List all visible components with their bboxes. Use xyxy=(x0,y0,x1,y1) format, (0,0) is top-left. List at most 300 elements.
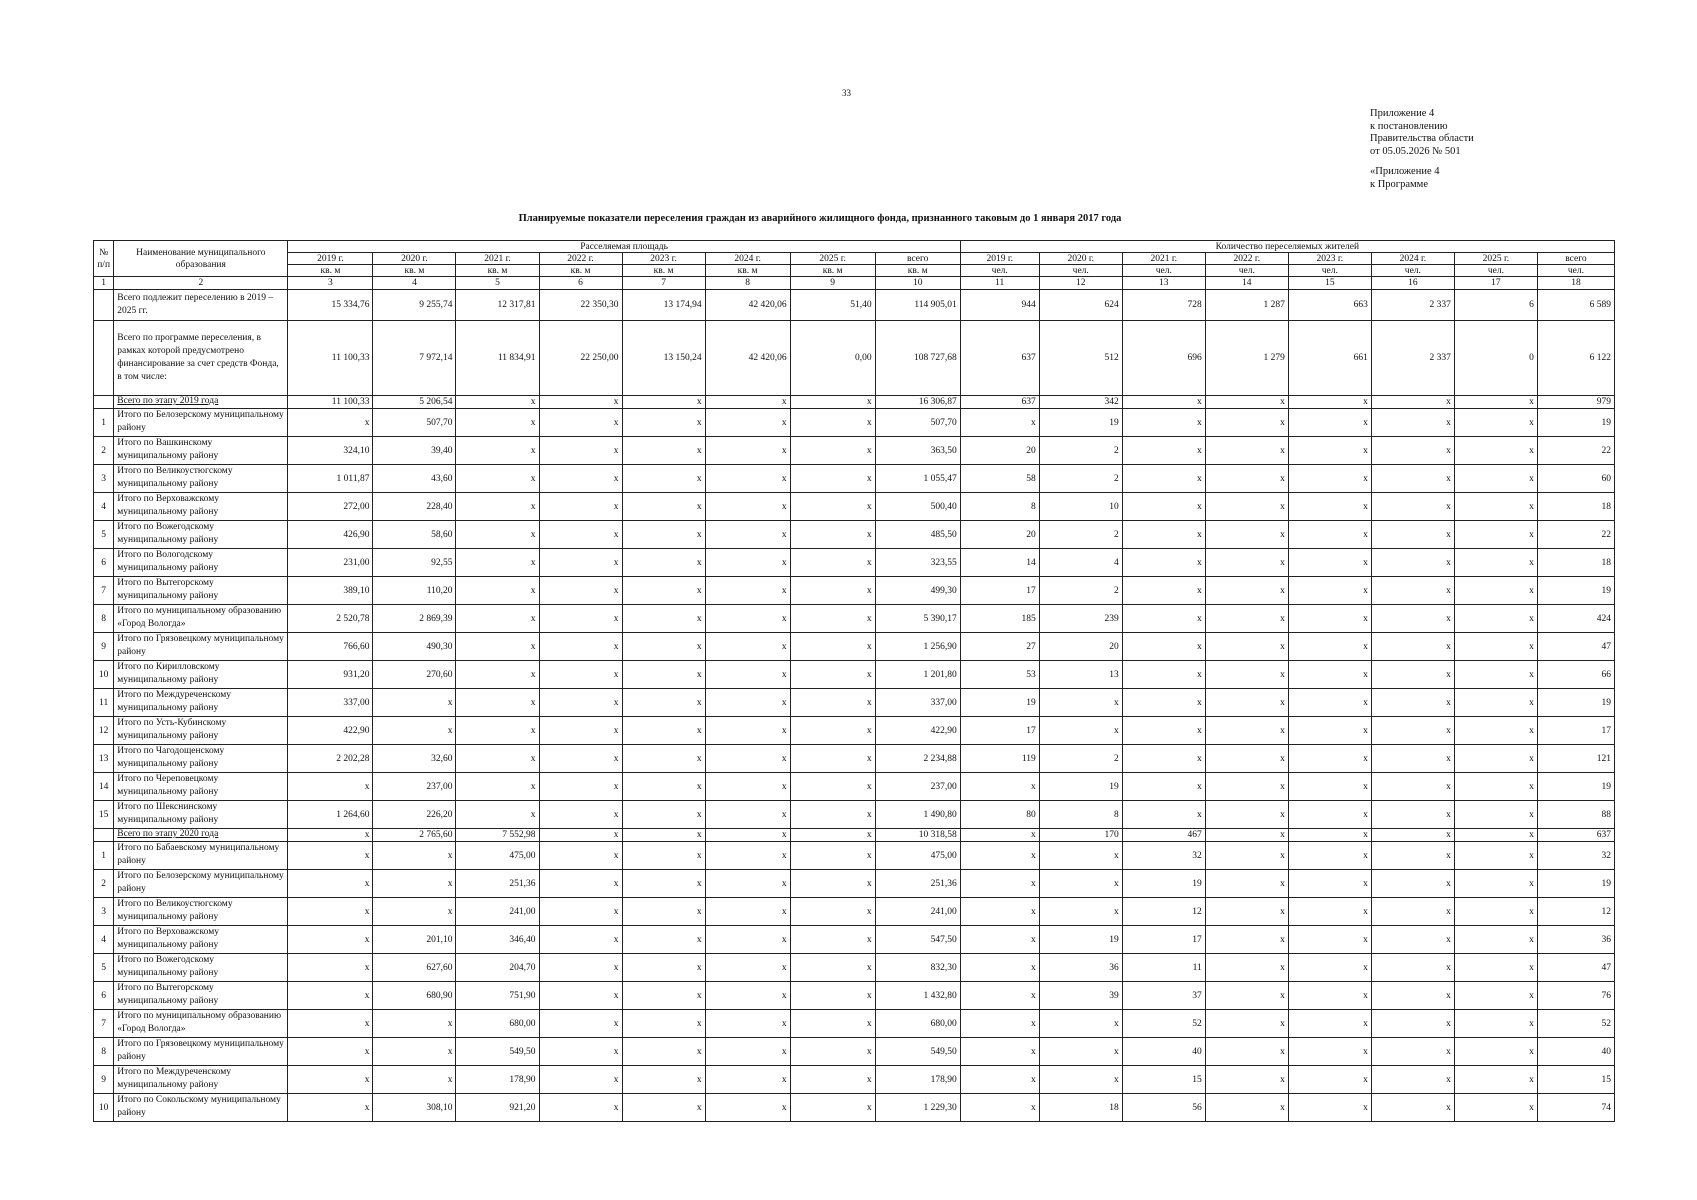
municipality-name: Итого по Сокольскому муниципальному району xyxy=(114,1094,288,1122)
value-cell: x xyxy=(622,437,705,465)
header-unit: кв. м xyxy=(622,265,705,277)
value-cell: 422,90 xyxy=(288,717,373,745)
municipality-name: Итого по Великоустюгскому муниципальному району xyxy=(114,465,288,493)
value-cell: x xyxy=(1205,549,1288,577)
municipality-name: Итого по Междуреченскому муниципальному району xyxy=(114,1066,288,1094)
appendix-line: Приложение 4 xyxy=(1370,108,1435,119)
value-cell: x xyxy=(960,1094,1039,1122)
header-unit: кв. м xyxy=(539,265,622,277)
value-cell: 2 337 xyxy=(1371,290,1454,321)
summary-row xyxy=(94,290,1615,321)
value-cell: x xyxy=(1205,717,1288,745)
value-cell: 661 xyxy=(1288,321,1371,396)
value-cell: x xyxy=(1288,409,1371,437)
municipality-name: Итого по Грязовецкому муниципальному району xyxy=(114,1038,288,1066)
value-cell: 47 xyxy=(1537,633,1614,661)
value-cell: x xyxy=(960,842,1039,870)
value-cell: x xyxy=(1122,521,1205,549)
value-cell: x xyxy=(790,1066,875,1094)
row-number: 2 xyxy=(94,870,114,898)
value-cell: x xyxy=(960,1066,1039,1094)
value-cell: 228,40 xyxy=(373,493,456,521)
header-year: 2019 г. xyxy=(960,253,1039,265)
table-row xyxy=(94,493,1615,521)
value-cell: x xyxy=(539,605,622,633)
value-cell: x xyxy=(1205,689,1288,717)
value-cell: x xyxy=(288,926,373,954)
header-unit: кв. м xyxy=(288,265,373,277)
value-cell: 76 xyxy=(1537,982,1614,1010)
value-cell: 11 xyxy=(1122,954,1205,982)
value-cell: x xyxy=(1288,465,1371,493)
value-cell: x xyxy=(1371,745,1454,773)
value-cell: 241,00 xyxy=(456,898,539,926)
value-cell: x xyxy=(1205,577,1288,605)
value-cell: 337,00 xyxy=(875,689,960,717)
value-cell: 663 xyxy=(1288,290,1371,321)
value-cell: x xyxy=(622,661,705,689)
value-cell: x xyxy=(1288,954,1371,982)
value-cell: x xyxy=(622,717,705,745)
value-cell: 1 287 xyxy=(1205,290,1288,321)
table-row xyxy=(94,898,1615,926)
value-cell: 499,30 xyxy=(875,577,960,605)
value-cell: 363,50 xyxy=(875,437,960,465)
header-unit: чел. xyxy=(960,265,1039,277)
value-cell: 19 xyxy=(1537,870,1614,898)
value-cell: x xyxy=(1205,493,1288,521)
municipality-name: Итого по Череповецкому муниципальному району xyxy=(114,773,288,801)
value-cell: x xyxy=(790,605,875,633)
value-cell: 13 xyxy=(1039,661,1122,689)
value-cell: 1 279 xyxy=(1205,321,1288,396)
value-cell: 88 xyxy=(1537,801,1614,829)
column-number: 1 xyxy=(94,277,114,290)
value-cell: 751,90 xyxy=(456,982,539,1010)
value-cell: 272,00 xyxy=(288,493,373,521)
municipality-name: Всего по этапу 2019 года xyxy=(114,396,288,409)
row-number: 6 xyxy=(94,982,114,1010)
header-number: № п/п xyxy=(94,241,114,277)
value-cell: 58 xyxy=(960,465,1039,493)
column-number: 16 xyxy=(1371,277,1454,290)
value-cell: 12 xyxy=(1122,898,1205,926)
value-cell: x xyxy=(705,396,790,409)
value-cell: 426,90 xyxy=(288,521,373,549)
value-cell: x xyxy=(1205,982,1288,1010)
value-cell: 39,40 xyxy=(373,437,456,465)
value-cell: x xyxy=(1205,437,1288,465)
value-cell: x xyxy=(539,409,622,437)
value-cell: x xyxy=(1371,829,1454,842)
value-cell: 1 432,80 xyxy=(875,982,960,1010)
value-cell: x xyxy=(1039,1038,1122,1066)
value-cell: 42 420,06 xyxy=(705,290,790,321)
value-cell: x xyxy=(1288,842,1371,870)
value-cell: x xyxy=(539,926,622,954)
header-area-group: Расселяемая площадь xyxy=(288,241,960,253)
value-cell: x xyxy=(1454,577,1537,605)
value-cell: 170 xyxy=(1039,829,1122,842)
value-cell: x xyxy=(539,982,622,1010)
row-number: 3 xyxy=(94,898,114,926)
value-cell: 43,60 xyxy=(373,465,456,493)
value-cell: 19 xyxy=(1537,409,1614,437)
value-cell: x xyxy=(1122,801,1205,829)
header-year: 2025 г. xyxy=(790,253,875,265)
value-cell: x xyxy=(1039,870,1122,898)
header-name: Наименование муниципального образования xyxy=(114,241,288,277)
column-number: 6 xyxy=(539,277,622,290)
municipality-name: Итого по Вожегодскому муниципальному району xyxy=(114,521,288,549)
value-cell: x xyxy=(705,409,790,437)
value-cell: x xyxy=(1371,717,1454,745)
value-cell: x xyxy=(288,842,373,870)
value-cell: 19 xyxy=(1039,409,1122,437)
appendix-line: к Программе xyxy=(1370,178,1428,190)
value-cell: x xyxy=(1122,661,1205,689)
value-cell: 36 xyxy=(1039,954,1122,982)
table-row xyxy=(94,801,1615,829)
value-cell: x xyxy=(622,745,705,773)
value-cell: 20 xyxy=(1039,633,1122,661)
summary-row xyxy=(94,396,1615,409)
value-cell: x xyxy=(288,898,373,926)
value-cell: 624 xyxy=(1039,290,1122,321)
value-cell: x xyxy=(1205,829,1288,842)
value-cell: x xyxy=(1205,1038,1288,1066)
table-row xyxy=(94,521,1615,549)
value-cell: 422,90 xyxy=(875,717,960,745)
value-cell: x xyxy=(790,521,875,549)
value-cell: x xyxy=(1288,633,1371,661)
value-cell: x xyxy=(1288,1010,1371,1038)
row-number: 6 xyxy=(94,549,114,577)
value-cell: x xyxy=(539,549,622,577)
value-cell: x xyxy=(622,689,705,717)
value-cell: x xyxy=(1122,409,1205,437)
value-cell: x xyxy=(1454,661,1537,689)
value-cell: x xyxy=(1205,1010,1288,1038)
value-cell: x xyxy=(1454,465,1537,493)
value-cell: x xyxy=(1454,1094,1537,1122)
resettlement-table xyxy=(93,240,1615,1122)
value-cell: x xyxy=(1205,745,1288,773)
value-cell: x xyxy=(539,829,622,842)
value-cell: x xyxy=(705,1010,790,1038)
value-cell: 17 xyxy=(960,577,1039,605)
value-cell: x xyxy=(456,409,539,437)
value-cell: x xyxy=(456,465,539,493)
value-cell: x xyxy=(1039,1010,1122,1038)
table-row xyxy=(94,954,1615,982)
column-number: 8 xyxy=(705,277,790,290)
value-cell: 728 xyxy=(1122,290,1205,321)
value-cell: x xyxy=(790,577,875,605)
value-cell: 337,00 xyxy=(288,689,373,717)
value-cell: 60 xyxy=(1537,465,1614,493)
municipality-name: Итого по Вологодскому муниципальному району xyxy=(114,549,288,577)
value-cell: x xyxy=(1122,493,1205,521)
value-cell: x xyxy=(622,521,705,549)
page-number: 33 xyxy=(842,88,851,98)
value-cell: x xyxy=(1288,605,1371,633)
municipality-name: Итого по Усть-Кубинскому муниципальному району xyxy=(114,717,288,745)
value-cell: x xyxy=(1205,1094,1288,1122)
value-cell: x xyxy=(539,1066,622,1094)
summary-row xyxy=(94,321,1615,396)
value-cell: x xyxy=(622,1066,705,1094)
value-cell: x xyxy=(1205,898,1288,926)
value-cell: x xyxy=(1371,633,1454,661)
value-cell: x xyxy=(288,954,373,982)
column-number: 17 xyxy=(1454,277,1537,290)
value-cell: x xyxy=(1205,661,1288,689)
value-cell: x xyxy=(539,954,622,982)
value-cell: 17 xyxy=(1537,717,1614,745)
value-cell: x xyxy=(288,1038,373,1066)
value-cell: 32 xyxy=(1537,842,1614,870)
value-cell: x xyxy=(539,437,622,465)
row-number xyxy=(94,290,114,321)
row-number: 9 xyxy=(94,633,114,661)
value-cell: x xyxy=(705,1038,790,1066)
municipality-name: Итого по муниципальному образованию «Город Вологда» xyxy=(114,1010,288,1038)
header-year: всего xyxy=(875,253,960,265)
column-number: 4 xyxy=(373,277,456,290)
header-unit: кв. м xyxy=(705,265,790,277)
value-cell: 231,00 xyxy=(288,549,373,577)
value-cell: x xyxy=(1039,1066,1122,1094)
value-cell: 17 xyxy=(960,717,1039,745)
row-number: 11 xyxy=(94,689,114,717)
value-cell: 74 xyxy=(1537,1094,1614,1122)
value-cell: x xyxy=(373,870,456,898)
value-cell: 0,00 xyxy=(790,321,875,396)
value-cell: x xyxy=(960,829,1039,842)
value-cell: 637 xyxy=(960,321,1039,396)
table-row xyxy=(94,982,1615,1010)
column-number: 10 xyxy=(875,277,960,290)
row-number: 1 xyxy=(94,409,114,437)
header-unit: кв. м xyxy=(373,265,456,277)
value-cell: x xyxy=(622,773,705,801)
value-cell: 15 xyxy=(1537,1066,1614,1094)
value-cell: x xyxy=(622,898,705,926)
value-cell: x xyxy=(1205,801,1288,829)
header-unit: кв. м xyxy=(790,265,875,277)
value-cell: x xyxy=(1288,829,1371,842)
value-cell: 22 250,00 xyxy=(539,321,622,396)
value-cell: x xyxy=(1205,1066,1288,1094)
value-cell: x xyxy=(705,982,790,1010)
summary-row xyxy=(94,829,1615,842)
header-year: 2020 г. xyxy=(1039,253,1122,265)
value-cell: 6 122 xyxy=(1537,321,1614,396)
value-cell: x xyxy=(539,773,622,801)
header-year: 2021 г. xyxy=(456,253,539,265)
value-cell: 475,00 xyxy=(456,842,539,870)
value-cell: 17 xyxy=(1122,926,1205,954)
header-year: 2021 г. xyxy=(1122,253,1205,265)
value-cell: 27 xyxy=(960,633,1039,661)
value-cell: 178,90 xyxy=(875,1066,960,1094)
value-cell: x xyxy=(1454,493,1537,521)
value-cell: 42 420,06 xyxy=(705,321,790,396)
value-cell: 108 727,68 xyxy=(875,321,960,396)
value-cell: x xyxy=(288,829,373,842)
value-cell: 1 201,80 xyxy=(875,661,960,689)
value-cell: x xyxy=(373,689,456,717)
value-cell: x xyxy=(705,842,790,870)
value-cell: x xyxy=(1454,870,1537,898)
value-cell: x xyxy=(1288,493,1371,521)
value-cell: 680,00 xyxy=(456,1010,539,1038)
value-cell: 52 xyxy=(1537,1010,1614,1038)
value-cell: x xyxy=(705,926,790,954)
value-cell: x xyxy=(705,577,790,605)
value-cell: 11 100,33 xyxy=(288,321,373,396)
value-cell: x xyxy=(1371,898,1454,926)
value-cell: x xyxy=(1371,870,1454,898)
value-cell: x xyxy=(1371,1066,1454,1094)
municipality-name: Итого по Верховажскому муниципальному району xyxy=(114,493,288,521)
value-cell: x xyxy=(1288,1038,1371,1066)
row-number: 5 xyxy=(94,954,114,982)
value-cell: 2 xyxy=(1039,465,1122,493)
municipality-name: Итого по Грязовецкому муниципальному району xyxy=(114,633,288,661)
value-cell: 16 306,87 xyxy=(875,396,960,409)
column-number: 9 xyxy=(790,277,875,290)
value-cell: x xyxy=(288,1066,373,1094)
value-cell: x xyxy=(1288,689,1371,717)
value-cell: x xyxy=(705,898,790,926)
value-cell: 507,70 xyxy=(373,409,456,437)
value-cell: x xyxy=(1288,396,1371,409)
appendix-line: от 05.05.2026 № 501 xyxy=(1370,145,1461,157)
value-cell: x xyxy=(1371,1094,1454,1122)
value-cell: 40 xyxy=(1537,1038,1614,1066)
value-cell: x xyxy=(705,465,790,493)
value-cell: 475,00 xyxy=(875,842,960,870)
value-cell: x xyxy=(790,773,875,801)
value-cell: x xyxy=(960,954,1039,982)
value-cell: x xyxy=(1454,409,1537,437)
value-cell: 2 337 xyxy=(1371,321,1454,396)
table-row xyxy=(94,437,1615,465)
value-cell: 832,30 xyxy=(875,954,960,982)
value-cell: x xyxy=(705,717,790,745)
value-cell: x xyxy=(1288,1094,1371,1122)
value-cell: x xyxy=(622,493,705,521)
value-cell: 8 xyxy=(1039,801,1122,829)
value-cell: x xyxy=(705,605,790,633)
value-cell: 680,90 xyxy=(373,982,456,1010)
value-cell: x xyxy=(1371,954,1454,982)
value-cell: x xyxy=(1371,521,1454,549)
column-number: 14 xyxy=(1205,277,1288,290)
value-cell: x xyxy=(1122,465,1205,493)
value-cell: 204,70 xyxy=(456,954,539,982)
value-cell: x xyxy=(456,396,539,409)
value-cell: x xyxy=(539,521,622,549)
appendix-line: «Приложение 4 xyxy=(1370,166,1440,177)
value-cell: 490,30 xyxy=(373,633,456,661)
value-cell: x xyxy=(1205,926,1288,954)
value-cell: x xyxy=(1371,1010,1454,1038)
value-cell: 8 xyxy=(960,493,1039,521)
value-cell: 185 xyxy=(960,605,1039,633)
value-cell: x xyxy=(1454,1066,1537,1094)
value-cell: x xyxy=(456,577,539,605)
value-cell: x xyxy=(705,773,790,801)
value-cell: x xyxy=(1122,773,1205,801)
row-number: 2 xyxy=(94,437,114,465)
value-cell: x xyxy=(1288,661,1371,689)
value-cell: 1 055,47 xyxy=(875,465,960,493)
value-cell: x xyxy=(960,982,1039,1010)
municipality-name: Итого по Белозерскому муниципальному району xyxy=(114,409,288,437)
value-cell: x xyxy=(622,842,705,870)
value-cell: x xyxy=(1205,396,1288,409)
value-cell: 19 xyxy=(960,689,1039,717)
value-cell: 2 765,60 xyxy=(373,829,456,842)
value-cell: x xyxy=(539,717,622,745)
header-unit: чел. xyxy=(1537,265,1614,277)
value-cell: 119 xyxy=(960,745,1039,773)
value-cell: x xyxy=(456,773,539,801)
value-cell: x xyxy=(1122,437,1205,465)
header-year: 2022 г. xyxy=(1205,253,1288,265)
value-cell: 178,90 xyxy=(456,1066,539,1094)
value-cell: 12 317,81 xyxy=(456,290,539,321)
value-cell: 20 xyxy=(960,437,1039,465)
value-cell: 12 xyxy=(1537,898,1614,926)
value-cell: 114 905,01 xyxy=(875,290,960,321)
value-cell: x xyxy=(1039,898,1122,926)
value-cell: x xyxy=(1288,870,1371,898)
value-cell: 15 334,76 xyxy=(288,290,373,321)
row-number xyxy=(94,321,114,396)
header-year: 2025 г. xyxy=(1454,253,1537,265)
value-cell: x xyxy=(288,1094,373,1122)
value-cell: x xyxy=(1039,689,1122,717)
value-cell: 547,50 xyxy=(875,926,960,954)
row-number: 7 xyxy=(94,1010,114,1038)
table-row xyxy=(94,717,1615,745)
value-cell: 51,40 xyxy=(790,290,875,321)
value-cell: x xyxy=(1205,605,1288,633)
value-cell: x xyxy=(539,661,622,689)
value-cell: 52 xyxy=(1122,1010,1205,1038)
value-cell: x xyxy=(1122,717,1205,745)
value-cell: x xyxy=(456,549,539,577)
value-cell: x xyxy=(960,898,1039,926)
value-cell: 979 xyxy=(1537,396,1614,409)
value-cell: x xyxy=(1205,773,1288,801)
value-cell: x xyxy=(539,689,622,717)
row-number: 8 xyxy=(94,605,114,633)
column-number: 12 xyxy=(1039,277,1122,290)
header-unit: чел. xyxy=(1039,265,1122,277)
value-cell: x xyxy=(622,1094,705,1122)
value-cell: x xyxy=(1205,465,1288,493)
table-row xyxy=(94,842,1615,870)
value-cell: x xyxy=(1122,577,1205,605)
document-title: Планируемые показатели переселения граждан из аварийного жилищного фонда, признанного таковым до 1 января 2017 года xyxy=(518,213,1122,224)
value-cell: x xyxy=(790,926,875,954)
value-cell: x xyxy=(790,409,875,437)
